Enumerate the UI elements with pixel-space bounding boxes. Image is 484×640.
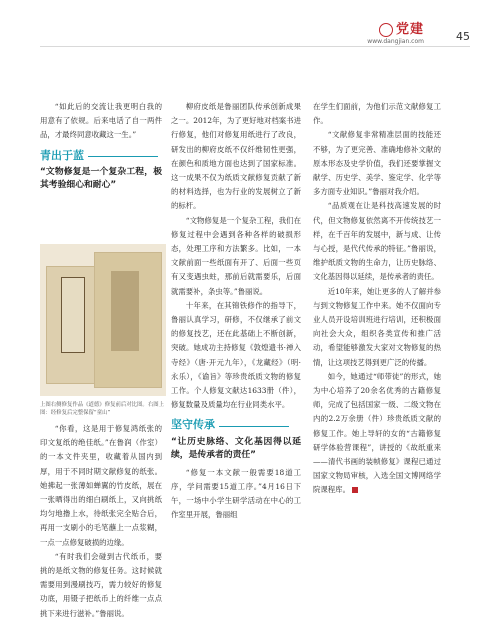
brand-name: 党建 — [395, 22, 424, 37]
book-left-label — [61, 277, 85, 353]
paragraph: 近10年来，她让更多的人了解并参与到文物修复工作中来。她不仅面向专业人员开设培训班进行培训，还积极面向社会大众，组织各类宣传和推广活动，希望能够激发大家对文物修复的热情，让这项技艺得到更广泛的传播。 — [313, 286, 441, 367]
paragraph: “有时我们会碰到古代纸币，要挑的是纸文物的修复任务。这时候就需要用到漫刷技巧，需力较好的修复功底，用镊子把纸币上的纤维一点点挑下来进行滋补。”鲁丽说。 — [40, 551, 162, 618]
logo-seal-icon — [379, 23, 393, 37]
section-heading-1 — [40, 149, 162, 192]
header-logo — [367, 18, 424, 45]
book-right — [94, 252, 162, 388]
header-divider — [40, 46, 470, 47]
paragraph: “你看，这是用于修复鸿纸张的印文复纸的绝佳纸。”在鲁润（作室）的一本文件夹里，收藏着从国内到厚，用于不同时期文献修复的纸张。她拂起一张薄如蝉翼的竹皮纸，展在一张晒得出的细白刷纸上，又向挑纸均匀地撸上水，待纸张完全贴合后，再用一支刷小的毛笔蘸上一点浆糊，一点一点修复破损的边缘。 — [40, 424, 162, 547]
paragraph: “文物修复是一个复杂工程，我们在修复过程中会遇到各种各样的破损形态，处理工序和方法繁多。比如，一本文献前面一些纸面有开了、后面一些页有又变遇虫蛀，那前后就需要乐，后面就需要补，条虫等。”鲁丽说。 — [171, 215, 301, 296]
kicker-rule — [219, 426, 289, 427]
brand-url: www.dangjian.com — [367, 38, 424, 45]
end-mark-icon — [352, 487, 358, 493]
column-1 — [40, 100, 162, 196]
section-kicker: 青出于蓝 — [40, 148, 84, 162]
book-photo — [40, 244, 166, 396]
photo-caption: 上图右侧修复作品《道德》修复前后对比图。右图上图：经修复后完整保留“童山” — [40, 402, 164, 416]
paragraph: 柳府皮纸是鲁丽团队传承创新成果之一。2012年，为了更好地对档案书进行修复，他们对修复用纸进行了改良，研发出的柳府皮纸不仅纤维韧性更强，在颜色和质地方面也达到了国家标准。这一成果不仅为纸质文献修复贡献了新的材料选择，也为行业的发展树立了新的标杆。 — [171, 102, 301, 211]
kicker-rule — [88, 156, 158, 157]
paragraph: “品质观在让是科技高速发展的时代，但文物修复依然离不开传统技艺一样，在千百年的发展中，新与成、让传与心授，是代代传承的特征。”鲁丽说，维护纸质文物的生命力，让历史脉络、文化基因得以延续，是传承者的责任。 — [313, 201, 441, 282]
section-title: “让历史脉络、文化基因得以延续，是传承者的责任” — [171, 436, 301, 460]
paragraph-last — [313, 370, 441, 498]
book-title-label — [111, 271, 139, 351]
column-3 — [313, 100, 441, 498]
paragraph: 在学生们面前，为他们示范文献修复工作。 — [313, 102, 441, 126]
paragraph: “修复一本文献一般需要18道工序，学问需要15道工序。”4月16日下午，一场中小学生研学活动在中心的工作室里开展，鲁丽组 — [171, 467, 301, 520]
section-heading-2 — [171, 418, 301, 461]
column-2 — [171, 100, 301, 522]
page-number: 45 — [456, 30, 470, 43]
paragraph: “文献修复非常精准层面的技能还不够，为了更完善、准确地修补文献的原本形态及史学价值，我们还要掌握文献学、历史学、美学、鉴定学、化学等多方面专业知识。”鲁丽对我介绍。 — [313, 130, 441, 197]
section-title: “文物修复是一个复杂工程，极其考验细心和耐心” — [40, 166, 162, 190]
column-1-lower — [40, 422, 162, 621]
section-kicker: 坚守传承 — [171, 418, 215, 432]
paragraph-text: 如今，她通过“师带徒”的形式，她为中心培养了20余名优秀的古籍修复师，完成了包括国家一级、二级文物在内的2.2万余册（件）珍贵纸质文献的修复工作。她上导轩的女的“古籍修复研学体验营课程”，讲授的《故纸重来——清代书画的装帧修复》课程已通过国家文物局审核，入选全国文博网络学院课程库。 — [313, 371, 441, 495]
paragraph: “如此后的交流让我更明白我的用意有了依规。后来电话了自一两件品，才最终同意收藏这一生。” — [40, 102, 162, 140]
paragraph: 十年来，在其锦铁修作的指导下，鲁丽认真学习，研修，不仅继承了前文的修复技艺，还在此基础上不断创新，突破。她成功主持修复《敦煌遗书·禅入寺经》（唐·开元九年），《龙藏经》（明·永乐），《谕旨》等珍贵纸质文物的修复工作。个人修复文献达1633册（件），修复数量及质量均在行业同类水平。 — [171, 300, 301, 410]
